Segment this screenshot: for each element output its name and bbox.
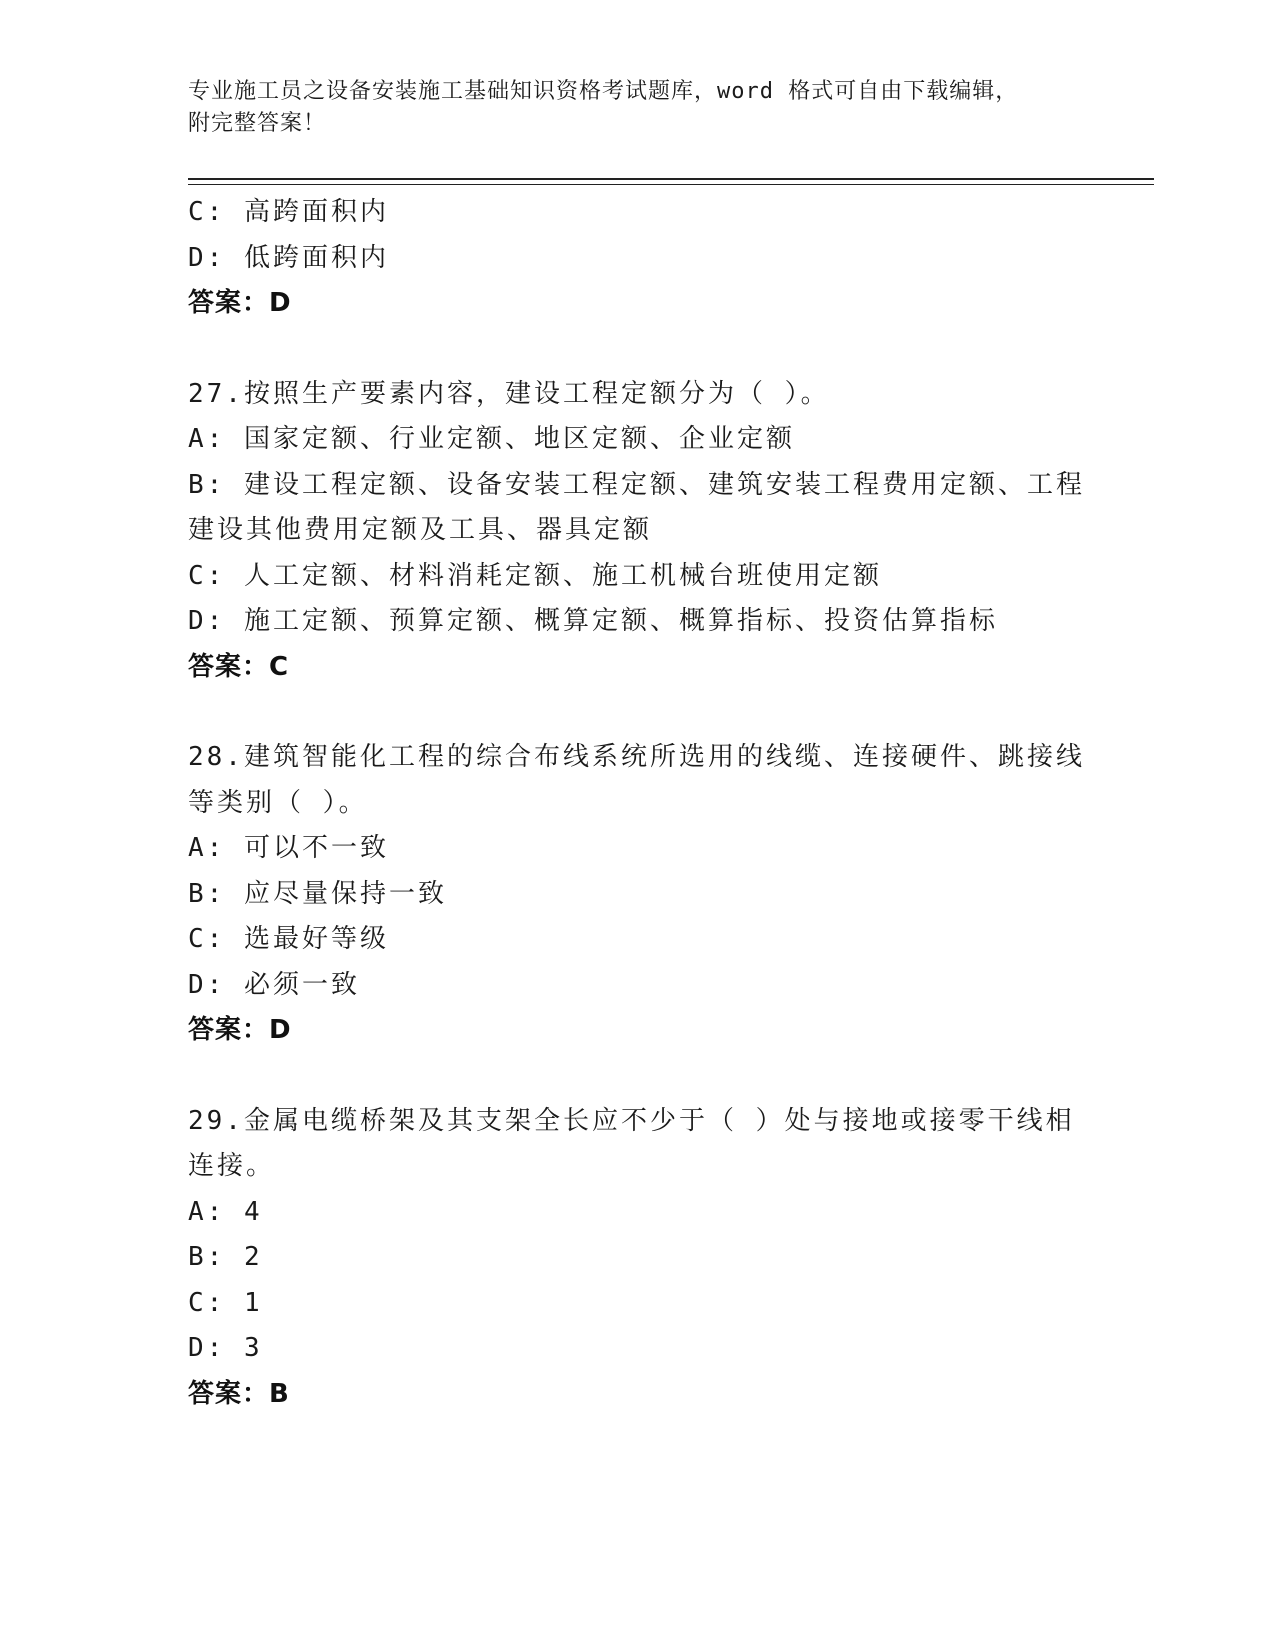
answer-line: 答案：C: [188, 651, 290, 682]
option-a: A: 国家定额、行业定额、地区定额、企业定额: [188, 424, 795, 454]
spacer: [188, 327, 1088, 372]
option-d: D: 施工定额、预算定额、概算定额、概算指标、投资估算指标: [188, 606, 998, 636]
option-b: B: 应尽量保持一致: [188, 878, 447, 909]
document-body: [188, 190, 1088, 1417]
question-stem: 29.金属电缆桥架及其支架全长应不少于（ ）处与接地或接零干线相: [188, 1105, 1075, 1136]
option-c: C: 人工定额、材料消耗定额、施工机械台班使用定额: [188, 560, 882, 591]
answer-line: 答案：D: [188, 288, 292, 318]
header-divider-thin: [188, 184, 1154, 185]
answer-line: 答案：B: [188, 1378, 290, 1409]
option-a: A: 可以不一致: [188, 833, 389, 863]
header-divider: [188, 178, 1154, 180]
option-d: D: 3: [188, 1333, 263, 1363]
previous-question-tail: [188, 190, 1088, 327]
question-stem: 28.建筑智能化工程的综合布线系统所选用的线缆、连接硬件、跳接线: [188, 742, 1085, 772]
header-line-2: 附完整答案！: [188, 111, 327, 136]
option-d: D: 低跨面积内: [188, 242, 389, 273]
question-stem-continued: 等类别（ ）。: [188, 787, 368, 818]
question-stem: 27.按照生产要素内容，建设工程定额分为（ ）。: [188, 378, 830, 409]
answer-line: 答案：D: [188, 1015, 292, 1045]
question-27: [188, 372, 1088, 691]
option-c: C: 选最好等级: [188, 924, 389, 954]
page-header: [188, 76, 1088, 140]
option-c: C: 高跨面积内: [188, 197, 389, 227]
option-d: D: 必须一致: [188, 969, 360, 1000]
spacer: [188, 1054, 1088, 1099]
header-line-1: 专业施工员之设备安装施工基础知识资格考试题库，word 格式可自由下载编辑，: [188, 79, 1019, 104]
option-c: C: 1: [188, 1287, 263, 1318]
option-b: B: 2: [188, 1242, 263, 1272]
question-stem-continued: 连接。: [188, 1151, 276, 1181]
option-b: B: 建设工程定额、设备安装工程定额、建筑安装工程费用定额、工程: [188, 469, 1085, 500]
option-a: A: 4: [188, 1196, 263, 1227]
option-b-continued: 建设其他费用定额及工具、器具定额: [188, 515, 653, 545]
question-28: [188, 735, 1088, 1054]
spacer: [188, 690, 1088, 735]
question-29: [188, 1099, 1088, 1418]
